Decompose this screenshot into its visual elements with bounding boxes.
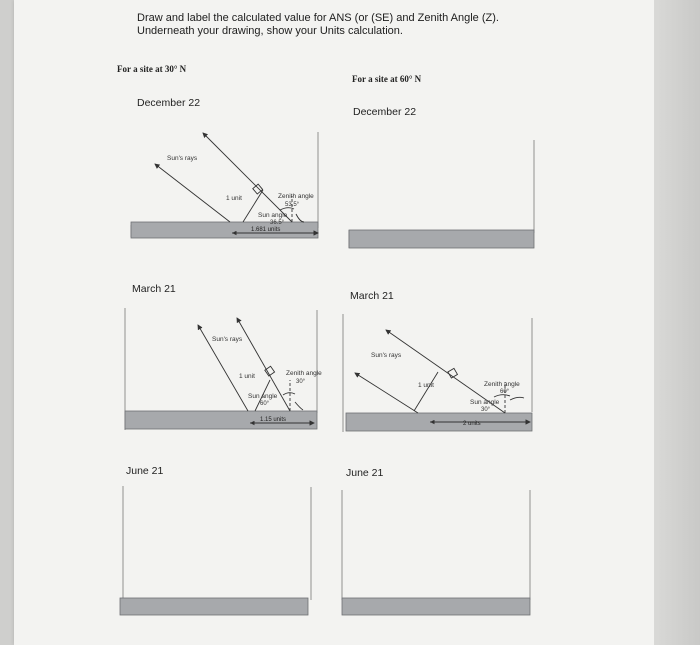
site-60n-label: For a site at 60° N <box>352 74 422 84</box>
units-calc-dec-30n: 1.681 units <box>251 227 281 233</box>
mar-21-60n-label: March 21 <box>350 290 394 302</box>
sun-ray-lower <box>355 373 418 413</box>
zenith-value-dec-30n: 53.5° <box>285 202 300 208</box>
one-unit-label-dec-30n: 1 unit <box>226 195 242 202</box>
one-unit-segment <box>414 372 438 411</box>
sun-ray-lower <box>155 164 230 222</box>
jun-21-60n-label: June 21 <box>346 467 384 479</box>
site-30n-label: For a site at 30° N <box>117 64 187 74</box>
mar-21-30n-label: March 21 <box>132 283 176 295</box>
ground-bar-dec-30n <box>131 222 318 238</box>
ground-bar-jun-30n <box>120 598 308 615</box>
instructions-line-2: Underneath your drawing, show your Units calculation. <box>137 25 403 37</box>
diagram-mar-60n <box>355 330 530 422</box>
dec-22-30n-label: December 22 <box>137 97 201 109</box>
sun-rays-label-mar-60n: Sun's rays <box>371 352 402 359</box>
ground-bar-jun-60n <box>342 598 530 615</box>
units-calc-mar-30n: 1.15 units <box>260 417 287 423</box>
jun-21-30n-label: June 21 <box>126 465 164 477</box>
sun-ray-upper <box>203 133 292 222</box>
diagram-dec-30n <box>155 133 318 233</box>
zenith-label-mar-60n: Zenith angle <box>484 381 520 388</box>
ground-bar-mar-30n <box>125 411 317 429</box>
sun-rays-label-dec-30n: Sun's rays <box>167 155 198 162</box>
one-unit-label-mar-60n: 1 unit <box>418 382 434 389</box>
sun-angle-label-mar-60n: Sun angle <box>470 399 500 406</box>
sun-angle-value-dec-30n: 36.5° <box>270 220 285 226</box>
sun-angle-value-mar-30n: 60° <box>260 401 270 407</box>
zenith-label-dec-30n: Zenith angle <box>278 193 314 200</box>
sun-angle-label-dec-30n: Sun angle <box>258 212 288 219</box>
zenith-value-mar-30n: 30° <box>296 379 306 385</box>
sun-angle-label-mar-30n: Sun angle <box>248 393 278 400</box>
sun-rays-label-mar-30n: Sun's rays <box>212 336 243 343</box>
zenith-value-mar-60n: 60° <box>500 389 510 395</box>
ground-bar-dec-60n <box>349 230 534 248</box>
one-unit-label-mar-30n: 1 unit <box>239 373 255 380</box>
sun-angle-value-mar-60n: 30° <box>481 407 491 413</box>
units-calc-mar-60n: 2 units <box>463 421 481 427</box>
dec-22-60n-label: December 22 <box>353 106 417 118</box>
zenith-label-mar-30n: Zenith angle <box>286 370 322 377</box>
instructions-line-1: Draw and label the calculated value for ANS (or (SE) and Zenith Angle (Z). <box>137 12 499 24</box>
